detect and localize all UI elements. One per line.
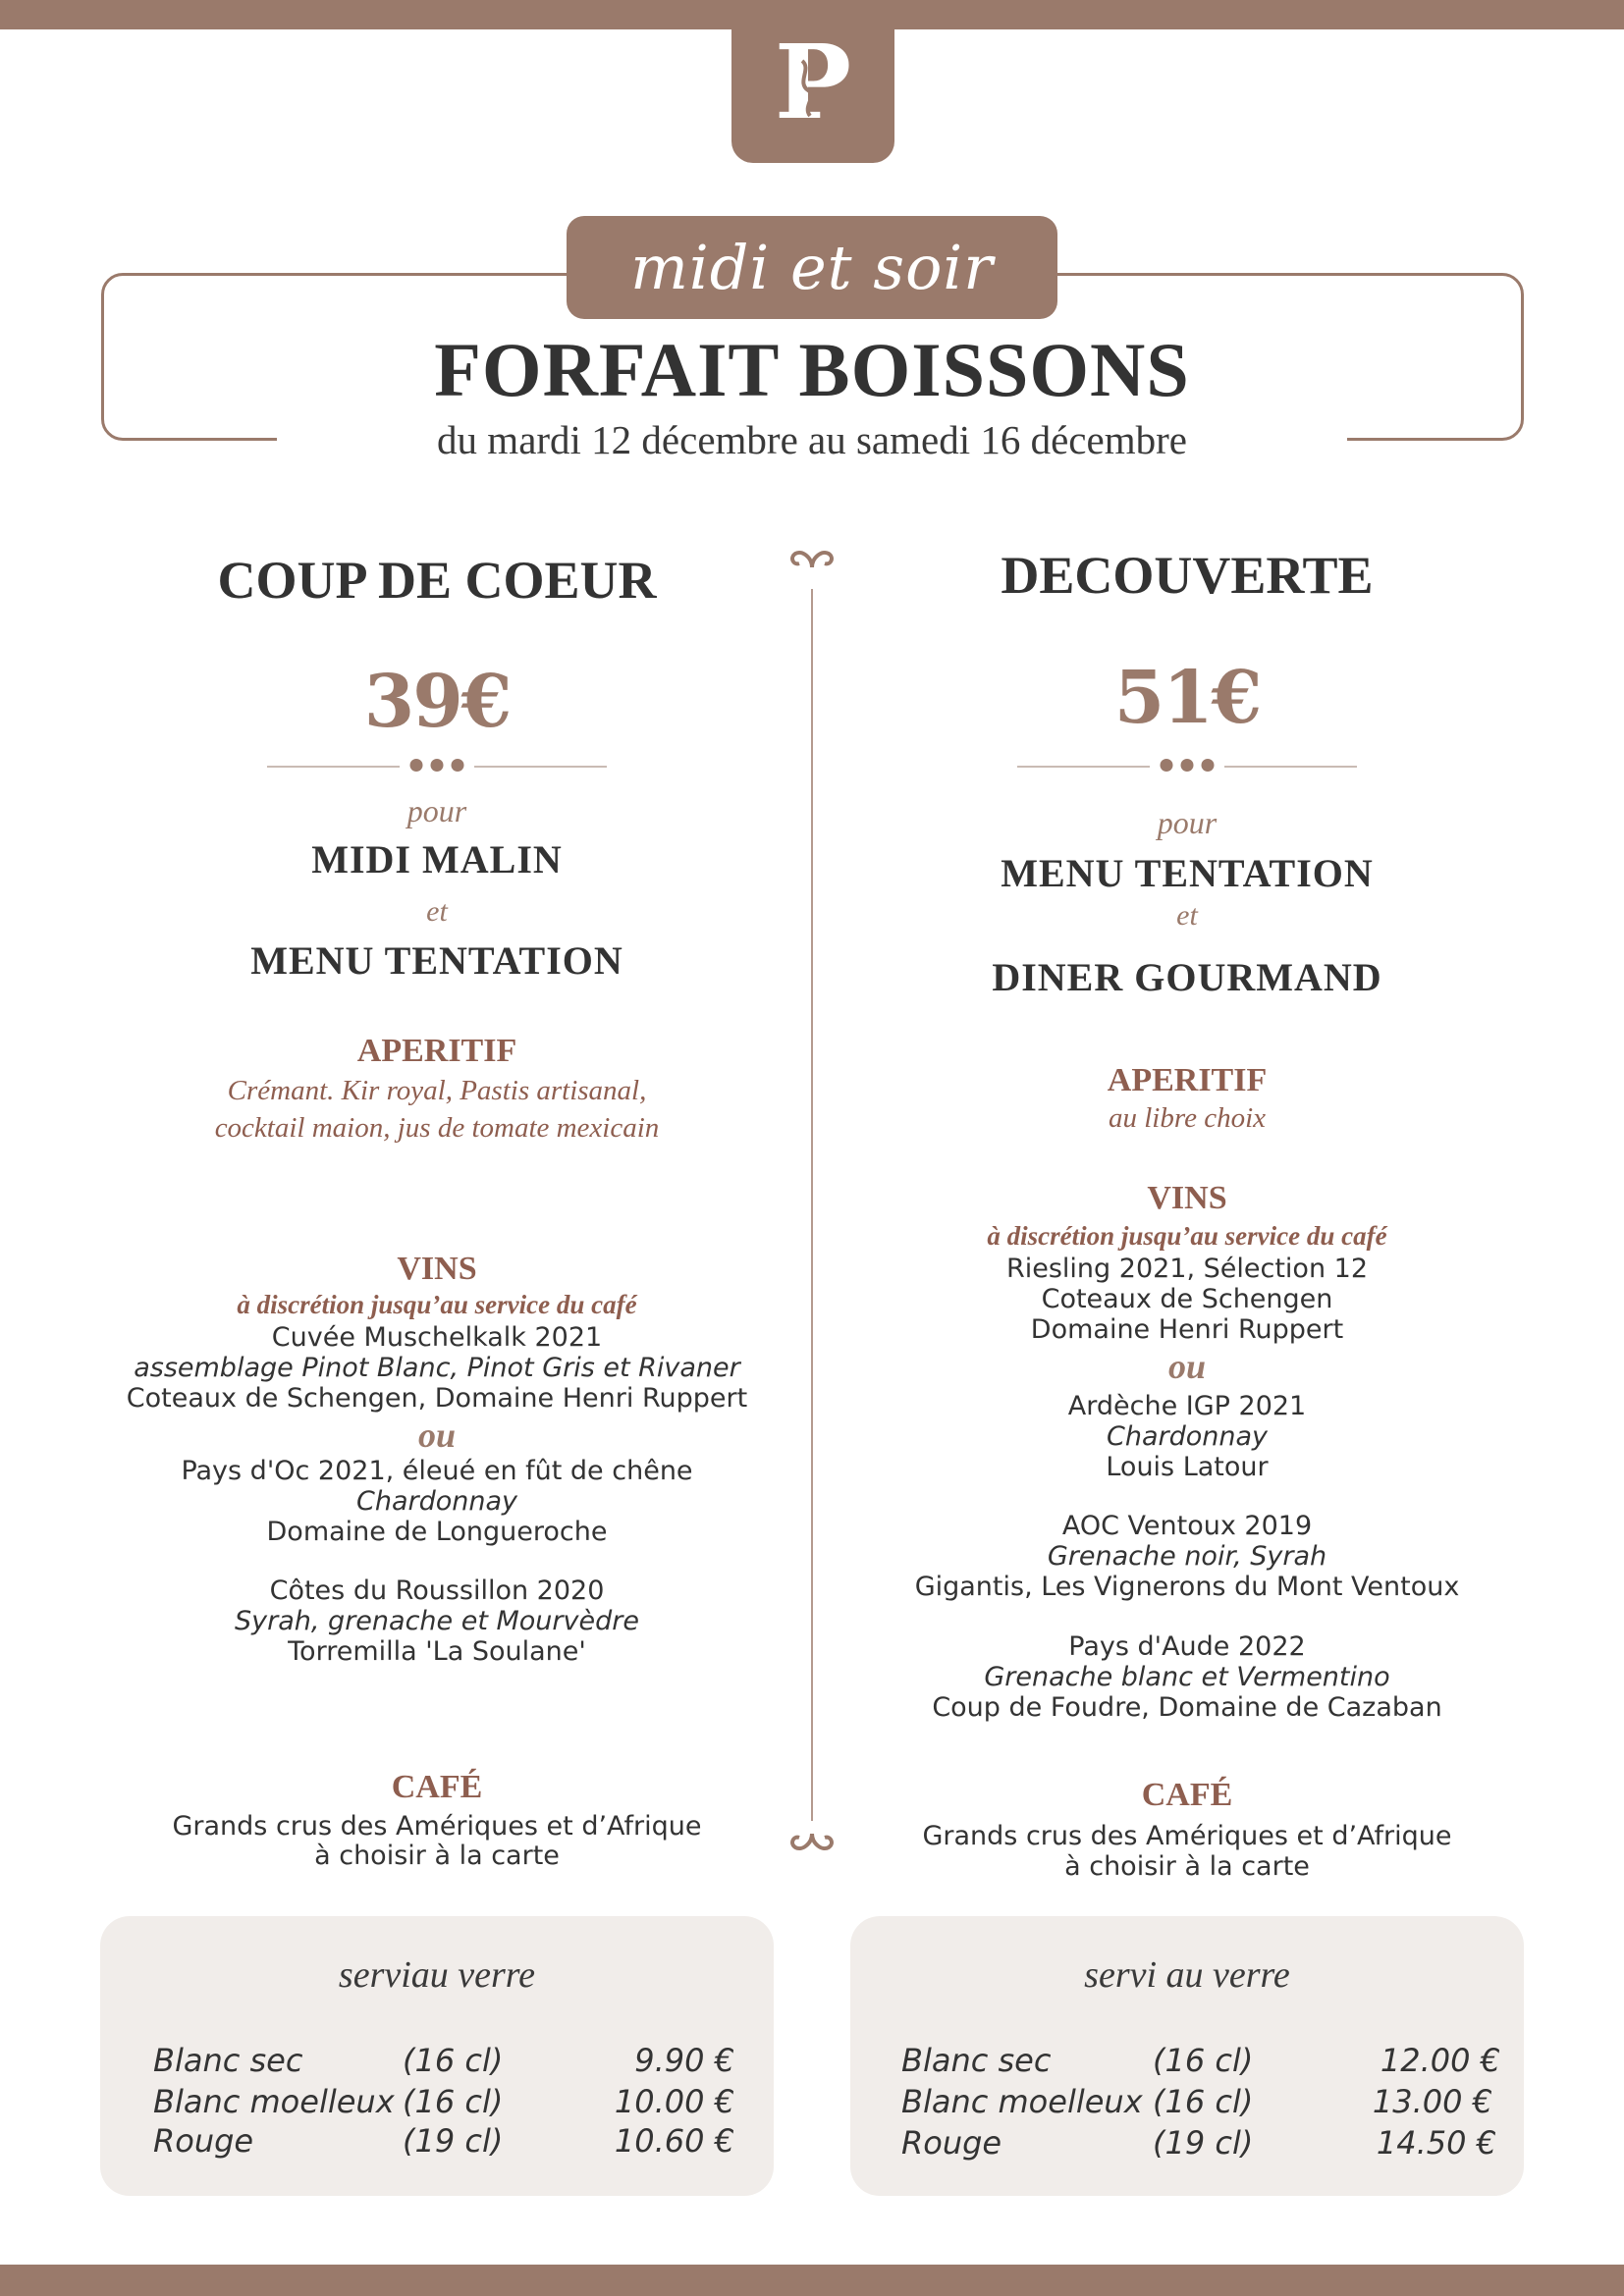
aperitif-line: Crémant. Kir royal, Pastis artisanal, — [227, 1075, 647, 1106]
wine-type: Blanc moelleux — [901, 2083, 1143, 2120]
glass-price: 13.00 € — [1372, 2083, 1492, 2120]
menu-name-1: MENU TENTATION — [1001, 851, 1374, 895]
divider-top-ornament — [787, 538, 837, 573]
glass-row — [850, 2083, 1524, 2122]
wine-grape: assemblage Pinot Blanc, Pinot Gris et Rivaner — [134, 1353, 740, 1383]
wine-grape: Chardonnay — [355, 1486, 518, 1517]
wine-grape: Syrah, grenache et Mourvèdre — [235, 1606, 639, 1636]
glass-size: (19 cl) — [1153, 2124, 1254, 2162]
glass-row — [100, 2122, 774, 2162]
wine-producer: Gigantis, Les Vignerons du Mont Ventoux — [914, 1572, 1460, 1602]
cafe-line: à choisir à la carte — [314, 1841, 560, 1871]
by-the-glass-title: serviau verre — [338, 1954, 536, 1996]
aperitif-title: APERITIF — [1107, 1062, 1268, 1098]
wine-name: Ardèche IGP 2021 — [1067, 1391, 1307, 1421]
price-separator — [1017, 756, 1357, 777]
glass-price: 10.00 € — [614, 2083, 734, 2120]
menu-name-2: MENU TENTATION — [250, 938, 623, 983]
vins-title: VINS — [397, 1251, 477, 1287]
aperitif-line: cocktail maion, jus de tomate mexicain — [214, 1112, 660, 1144]
divider-bottom-ornament — [787, 1828, 837, 1863]
wine-producer: Domaine de Longueroche — [266, 1517, 608, 1547]
brand-logo-mark — [769, 27, 857, 135]
glass-row — [850, 2042, 1524, 2081]
glass-row — [850, 2124, 1524, 2163]
wine-type: Blanc sec — [153, 2042, 303, 2079]
pour-label: pour — [406, 793, 467, 828]
glass-size: (16 cl) — [403, 2083, 504, 2120]
wine-producer: Torremilla 'La Soulane' — [288, 1636, 586, 1667]
package-price: 51€ — [1113, 656, 1261, 740]
wine-name: Cuvée Muschelkalk 2021 — [271, 1322, 603, 1353]
ou-label: ou — [1167, 1347, 1207, 1386]
pour-label: pour — [1157, 805, 1218, 840]
wine-producer: Coup de Foudre, Domaine de Cazaban — [932, 1692, 1442, 1723]
wine-type: Blanc sec — [901, 2042, 1052, 2079]
menu-name-1: MIDI MALIN — [311, 837, 563, 881]
wine-grape: Grenache blanc et Vermentino — [984, 1662, 1390, 1692]
glass-size: (16 cl) — [1153, 2042, 1254, 2079]
svg-text:P: P — [774, 27, 852, 135]
cafe-line: Grands crus des Amériques et d’Afrique — [922, 1821, 1452, 1851]
package-title: DECOUVERTE — [1001, 546, 1374, 605]
wine-name: Pays d'Oc 2021, éleué en fût de chêne — [181, 1456, 693, 1486]
glass-price: 10.60 € — [614, 2122, 734, 2160]
cafe-line: Grands crus des Amériques et d’Afrique — [172, 1811, 702, 1842]
date-range: du mardi 12 décembre au samedi 16 décembre — [277, 412, 1347, 467]
wine-producer: Domaine Henri Ruppert — [1030, 1314, 1344, 1345]
wine-name: Riesling 2021, Sélection 12 — [1005, 1254, 1369, 1284]
et-label: et — [1176, 899, 1198, 932]
vins-title: VINS — [1147, 1180, 1227, 1216]
glass-price: 14.50 € — [1376, 2124, 1496, 2162]
wine-type: Rouge — [153, 2122, 254, 2160]
cafe-line: à choisir à la carte — [1064, 1851, 1310, 1882]
et-label: et — [426, 895, 448, 928]
glass-size: (16 cl) — [403, 2042, 504, 2079]
ou-label: ou — [417, 1415, 457, 1455]
package-price: 39€ — [363, 660, 511, 744]
bottom-band — [0, 2265, 1624, 2296]
by-the-glass-box-left — [100, 1916, 774, 2196]
by-the-glass-box-right — [850, 1916, 1524, 2196]
aperitif-subtitle: au libre choix — [1109, 1102, 1266, 1134]
price-separator — [267, 756, 607, 777]
wine-name: Côtes du Roussillon 2020 — [269, 1575, 605, 1606]
glass-size: (19 cl) — [403, 2122, 504, 2160]
wine-type: Blanc moelleux — [153, 2083, 395, 2120]
glass-price: 12.00 € — [1380, 2042, 1500, 2079]
glass-size: (16 cl) — [1153, 2083, 1254, 2120]
brand-logo — [731, 0, 894, 163]
wine-producer: Louis Latour — [1106, 1452, 1269, 1482]
by-the-glass-title: servi au verre — [1084, 1954, 1290, 1996]
wine-grape: Chardonnay — [1106, 1421, 1269, 1452]
wine-grape: Grenache noir, Syrah — [1047, 1541, 1327, 1572]
wine-appellation: Coteaux de Schengen — [1041, 1284, 1333, 1314]
wine-name: AOC Ventoux 2019 — [1061, 1511, 1313, 1541]
glass-row — [100, 2042, 774, 2081]
wine-type: Rouge — [901, 2124, 1002, 2162]
service-tab — [567, 216, 1057, 319]
package-title: COUP DE COEUR — [217, 551, 657, 610]
cafe-title: CAFÉ — [391, 1769, 483, 1805]
menu-name-2: DINER GOURMAND — [992, 955, 1382, 999]
wine-name: Pays d'Aude 2022 — [1068, 1631, 1306, 1662]
aperitif-title: APERITIF — [356, 1033, 517, 1069]
wine-producer: Coteaux de Schengen, Domaine Henri Ruppert — [126, 1383, 748, 1414]
page-title: FORFAIT BOISSONS — [434, 327, 1190, 412]
vins-subtitle: à discrétion jusqu’au service du café — [237, 1290, 637, 1319]
vins-subtitle: à discrétion jusqu’au service du café — [987, 1221, 1387, 1251]
service-tab-label: midi et soir — [630, 232, 994, 303]
cafe-title: CAFÉ — [1141, 1777, 1233, 1813]
glass-price: 9.90 € — [634, 2042, 734, 2079]
column-divider — [811, 589, 813, 1821]
glass-row — [100, 2083, 774, 2122]
